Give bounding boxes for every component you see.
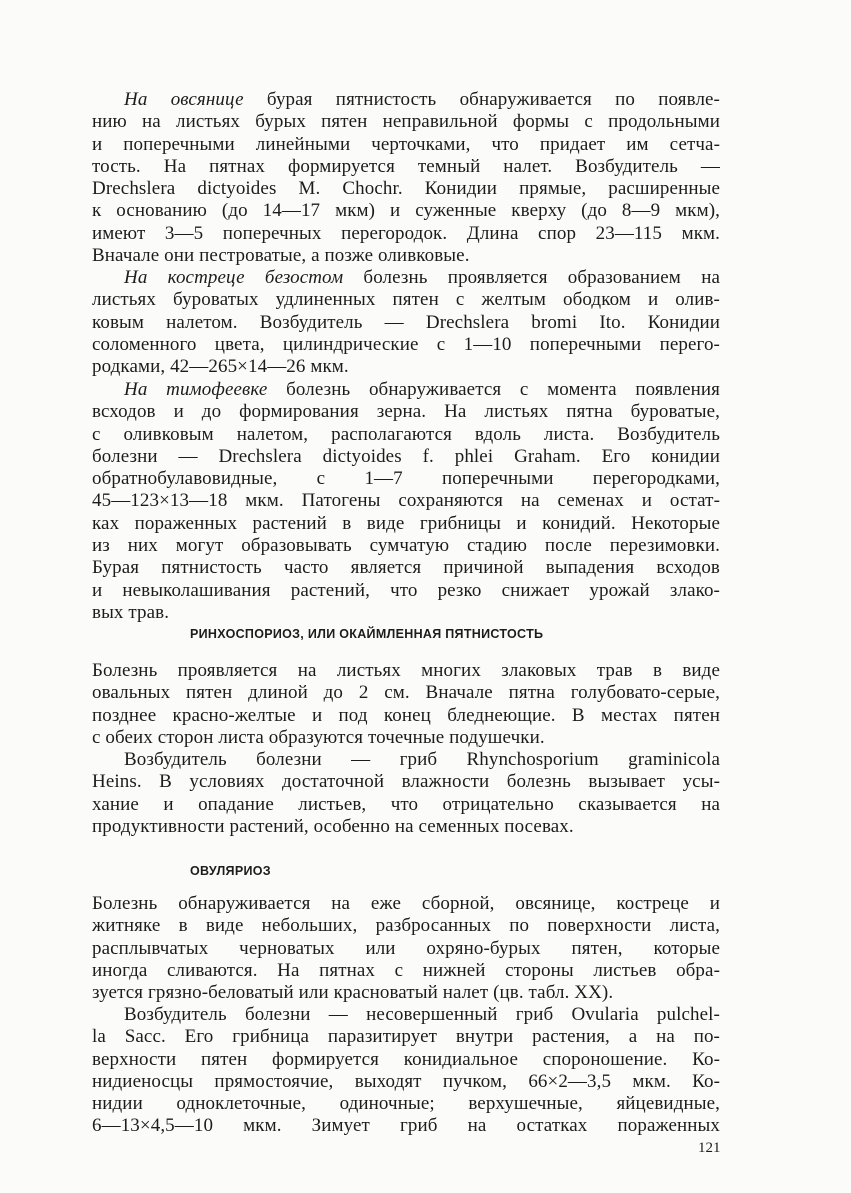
text-line xyxy=(92,379,720,401)
italic-lead: На овсянице xyxy=(124,89,244,110)
text-line: верхности пятен формируется конидиальное спороношение. Ко- xyxy=(92,1048,720,1070)
section-heading-ovulariosis: ОВУЛЯРИОЗ xyxy=(190,864,271,878)
text-line: зуется грязно-беловатый или красноватый налет (цв. табл. XX). xyxy=(92,982,614,1004)
text-line: Heins. В условиях достаточной влажности болезнь вызывает усы- xyxy=(92,771,720,793)
text-line: нидиеносцы прямостоячие, выходят пучком, 66×2—3,5 мкм. Ко- xyxy=(92,1070,720,1092)
paragraph-ovularia-symptoms xyxy=(92,893,720,1004)
page-number: 121 xyxy=(698,1140,721,1156)
text-line: 6—13×4,5—10 мкм. Зимует гриб на остатках пораженных xyxy=(92,1115,720,1137)
text-line: Болезнь обнаруживается на еже сборной, овсянице, костреце и xyxy=(92,893,720,914)
section-heading-rhynchosporiosis: РИНХОСПОРИОЗ, ИЛИ ОКАЙМЛЕННАЯ ПЯТНИСТОСТЬ xyxy=(190,627,544,641)
text-line: Возбудитель болезни — несовершенный гриб Ovularia pulchel- xyxy=(124,1004,720,1025)
text-line: Возбудитель болезни — гриб Rhynchosporium graminicola xyxy=(124,749,720,770)
text-line: продуктивности растений, особенно на семенных посевах. xyxy=(92,815,574,837)
text-line: из них могут образовывать сумчатую стадию после перезимовки. xyxy=(92,535,720,557)
text-line: нию на листьях бурых пятен неправильной формы с продольными xyxy=(92,111,720,133)
paragraph-timothy xyxy=(92,379,720,624)
text-line: с оливковым налетом, располагаются вдоль листа. Возбудитель xyxy=(92,423,720,445)
text-line: Drechslera dictyoides M. Chochr. Конидии прямые, расширенные xyxy=(92,178,720,200)
text-line: 45—123×13—18 мкм. Патогены сохраняются на семенах и остат- xyxy=(92,490,720,512)
text-line: la Sacc. Его грибница паразитирует внутри растения, а на по- xyxy=(92,1026,720,1048)
text-line: и невыколашивания растений, что резко снижает урожай злако- xyxy=(92,579,720,601)
text-line: вых трав. xyxy=(92,601,170,623)
text-line: и поперечными линейными черточками, что придает им сетча- xyxy=(92,133,720,155)
text-line: нидии одноклеточные, одиночные; верхушечные, яйцевидные, xyxy=(92,1093,720,1115)
text-line: овальных пятен длиной до 2 см. Вначале пятна голубовато-серые, xyxy=(92,682,720,704)
text-line: ках пораженных растений в виде грибницы и конидий. Некоторые xyxy=(92,512,720,534)
text-line: с обеих сторон листа образуются точечные подушечки. xyxy=(92,726,545,748)
paragraph-oatgrass xyxy=(92,89,720,267)
paragraph-rhyncho-pathogen xyxy=(92,749,720,838)
italic-lead: На костреце безостом xyxy=(124,267,344,288)
text-line: иногда сливаются. На пятнах с нижней стороны листьев обра- xyxy=(92,959,720,981)
line-text: бурая пятнистость обнаруживается по появле- xyxy=(243,89,720,110)
text-line xyxy=(92,267,720,289)
text-line: Вначале они пестроватые, а позже оливковые. xyxy=(92,245,470,267)
text-line: обратнобулавовидные, с 1—7 поперечными перегородками, xyxy=(92,468,720,490)
text-line xyxy=(92,89,720,111)
text-line: листьях буроватых удлиненных пятен с желтым ободком и олив- xyxy=(92,289,720,311)
paragraph-rhyncho-symptoms xyxy=(92,660,720,749)
paragraph-ovularia-pathogen xyxy=(92,1004,720,1138)
text-line: житняке в виде небольших, разбросанных по поверхности листа, xyxy=(92,915,720,937)
text-line: позднее красно-желтые и под конец бледнеющие. В местах пятен xyxy=(92,704,720,726)
text-line: к основанию (до 14—17 мкм) и суженные кверху (до 8—9 мкм), xyxy=(92,200,720,222)
text-line: Болезнь проявляется на листьях многих злаковых трав в виде xyxy=(92,660,720,681)
text-line: тость. На пятнах формируется темный налет. Возбудитель — xyxy=(92,155,720,177)
text-line: болезни — Drechslera dictyoides f. phlei Graham. Его конидии xyxy=(92,445,720,467)
text-line: хание и опадание листьев, что отрицательно сказывается на xyxy=(92,793,720,815)
text-line: расплывчатых черноватых или охряно-бурых пятен, которые xyxy=(92,937,720,959)
text-line: родками, 42—265×14—26 мкм. xyxy=(92,356,349,378)
text-line: имеют 3—5 поперечных перегородок. Длина спор 23—115 мкм. xyxy=(92,222,720,244)
line-text: болезнь обнаруживается с момента появления xyxy=(267,379,720,400)
paragraph-bromegrass xyxy=(92,267,720,378)
text-line: всходов и до формирования зерна. На листьях пятна буроватые, xyxy=(92,401,720,423)
line-text: болезнь проявляется образованием на xyxy=(343,267,720,288)
text-line: соломенного цвета, цилиндрические с 1—10 поперечными перего- xyxy=(92,333,720,355)
italic-lead: На тимофеевке xyxy=(124,379,268,400)
text-line: Бурая пятнистость часто является причиной выпадения всходов xyxy=(92,557,720,579)
text-line: ковым налетом. Возбудитель — Drechslera bromi Ito. Конидии xyxy=(92,311,720,333)
